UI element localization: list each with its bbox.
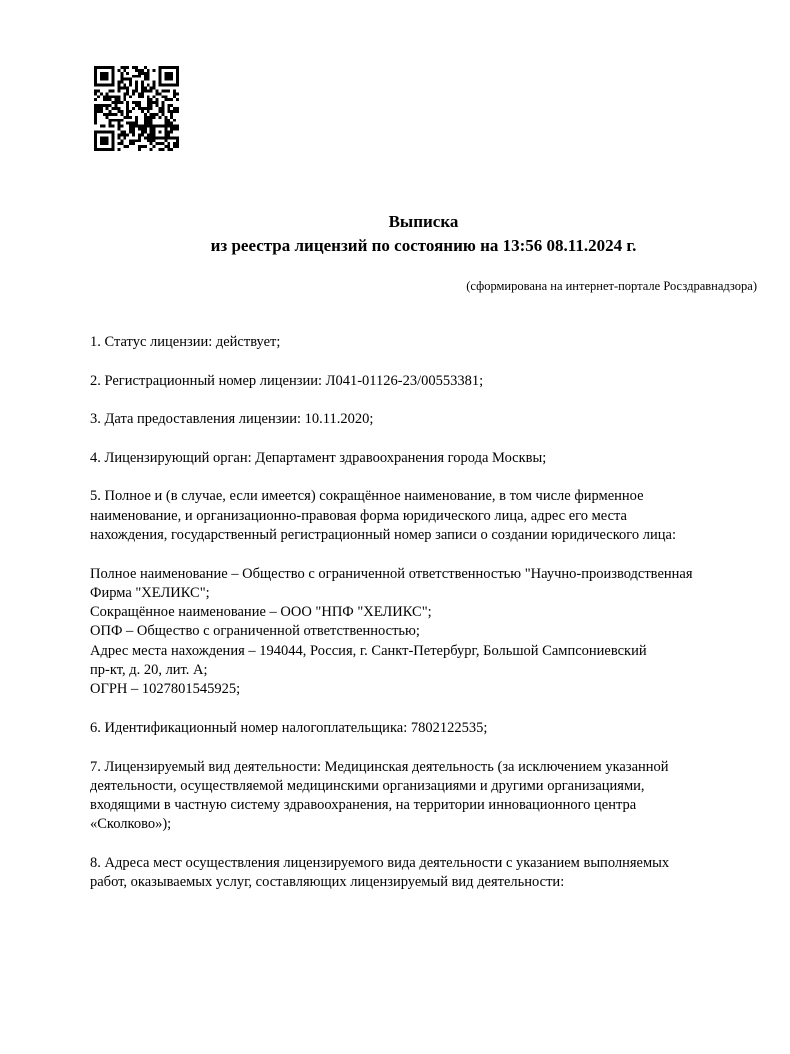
paragraph-line: 2. Регистрационный номер лицензии: Л041-01126-23/00553381; <box>90 372 484 389</box>
paragraph <box>90 719 770 738</box>
title-line-2: из реестра лицензий по состоянию на 13:56 08.11.2024 г. <box>210 236 637 255</box>
paragraph-line: наименование, и организационно-правовая форма юридического лица, адрес его места <box>90 507 627 524</box>
paragraph-line: Адрес места нахождения – 194044, Россия, г. Санкт-Петербург, Большой Сампсониевский <box>90 642 647 659</box>
paragraph <box>90 410 770 429</box>
document-title <box>90 210 757 258</box>
paragraph-line: 4. Лицензирующий орган: Департамент здравоохранения города Москвы; <box>90 449 547 466</box>
paragraph-line: Полное наименование – Общество с ограниченной ответственностью "Научно-производственная <box>90 565 693 582</box>
paragraph <box>90 565 770 700</box>
paragraph <box>90 854 770 893</box>
paragraph-line: Сокращённое наименование – ООО "НПФ "ХЕЛИКС"; <box>90 604 432 621</box>
paragraph-line: ОГРН – 1027801545925; <box>90 681 241 698</box>
paragraph-line: входящими в частную систему здравоохранения, на территории инновационного центра <box>90 797 637 814</box>
title-line-1: Выписка <box>388 212 459 231</box>
paragraph-line: деятельности, осуществляемой медицинскими организациями и другими организациями, <box>90 777 645 794</box>
paragraph-line: 7. Лицензируемый вид деятельности: Медицинская деятельность (за исключением указанной <box>90 758 669 775</box>
paragraph <box>90 449 770 468</box>
document-subtitle: (сформирована на интернет-портале Росздравнадзора) <box>466 279 757 293</box>
paragraph-line: Фирма "ХЕЛИКС"; <box>90 584 210 601</box>
paragraph <box>90 487 770 545</box>
paragraph-line: нахождения, государственный регистрационный номер записи о создании юридического лица: <box>90 526 676 543</box>
document-body <box>90 333 770 893</box>
paragraph <box>90 333 770 352</box>
paragraph-line: пр-кт, д. 20, лит. А; <box>90 662 208 679</box>
paragraph-line: 6. Идентификационный номер налогоплательщика: 7802122535; <box>90 719 488 736</box>
paragraph-line: 1. Статус лицензии: действует; <box>90 334 281 350</box>
paragraph-line: «Сколково»); <box>90 816 172 833</box>
qr-code-image <box>94 66 179 151</box>
paragraph-line: 8. Адреса мест осуществления лицензируемого вида деятельности с указанием выполняемых <box>90 855 670 872</box>
paragraph-line: 3. Дата предоставления лицензии: 10.11.2020; <box>90 411 374 428</box>
paragraph-line: 5. Полное и (в случае, если имеется) сокращённое наименование, в том числе фирменное <box>90 488 644 505</box>
paragraph-line: работ, оказываемых услуг, составляющих лицензируемый вид деятельности: <box>90 874 565 891</box>
paragraph <box>90 372 770 391</box>
paragraph <box>90 758 770 835</box>
qr-code <box>94 66 179 151</box>
paragraph-line: ОПФ – Общество с ограниченной ответственностью; <box>90 623 420 640</box>
